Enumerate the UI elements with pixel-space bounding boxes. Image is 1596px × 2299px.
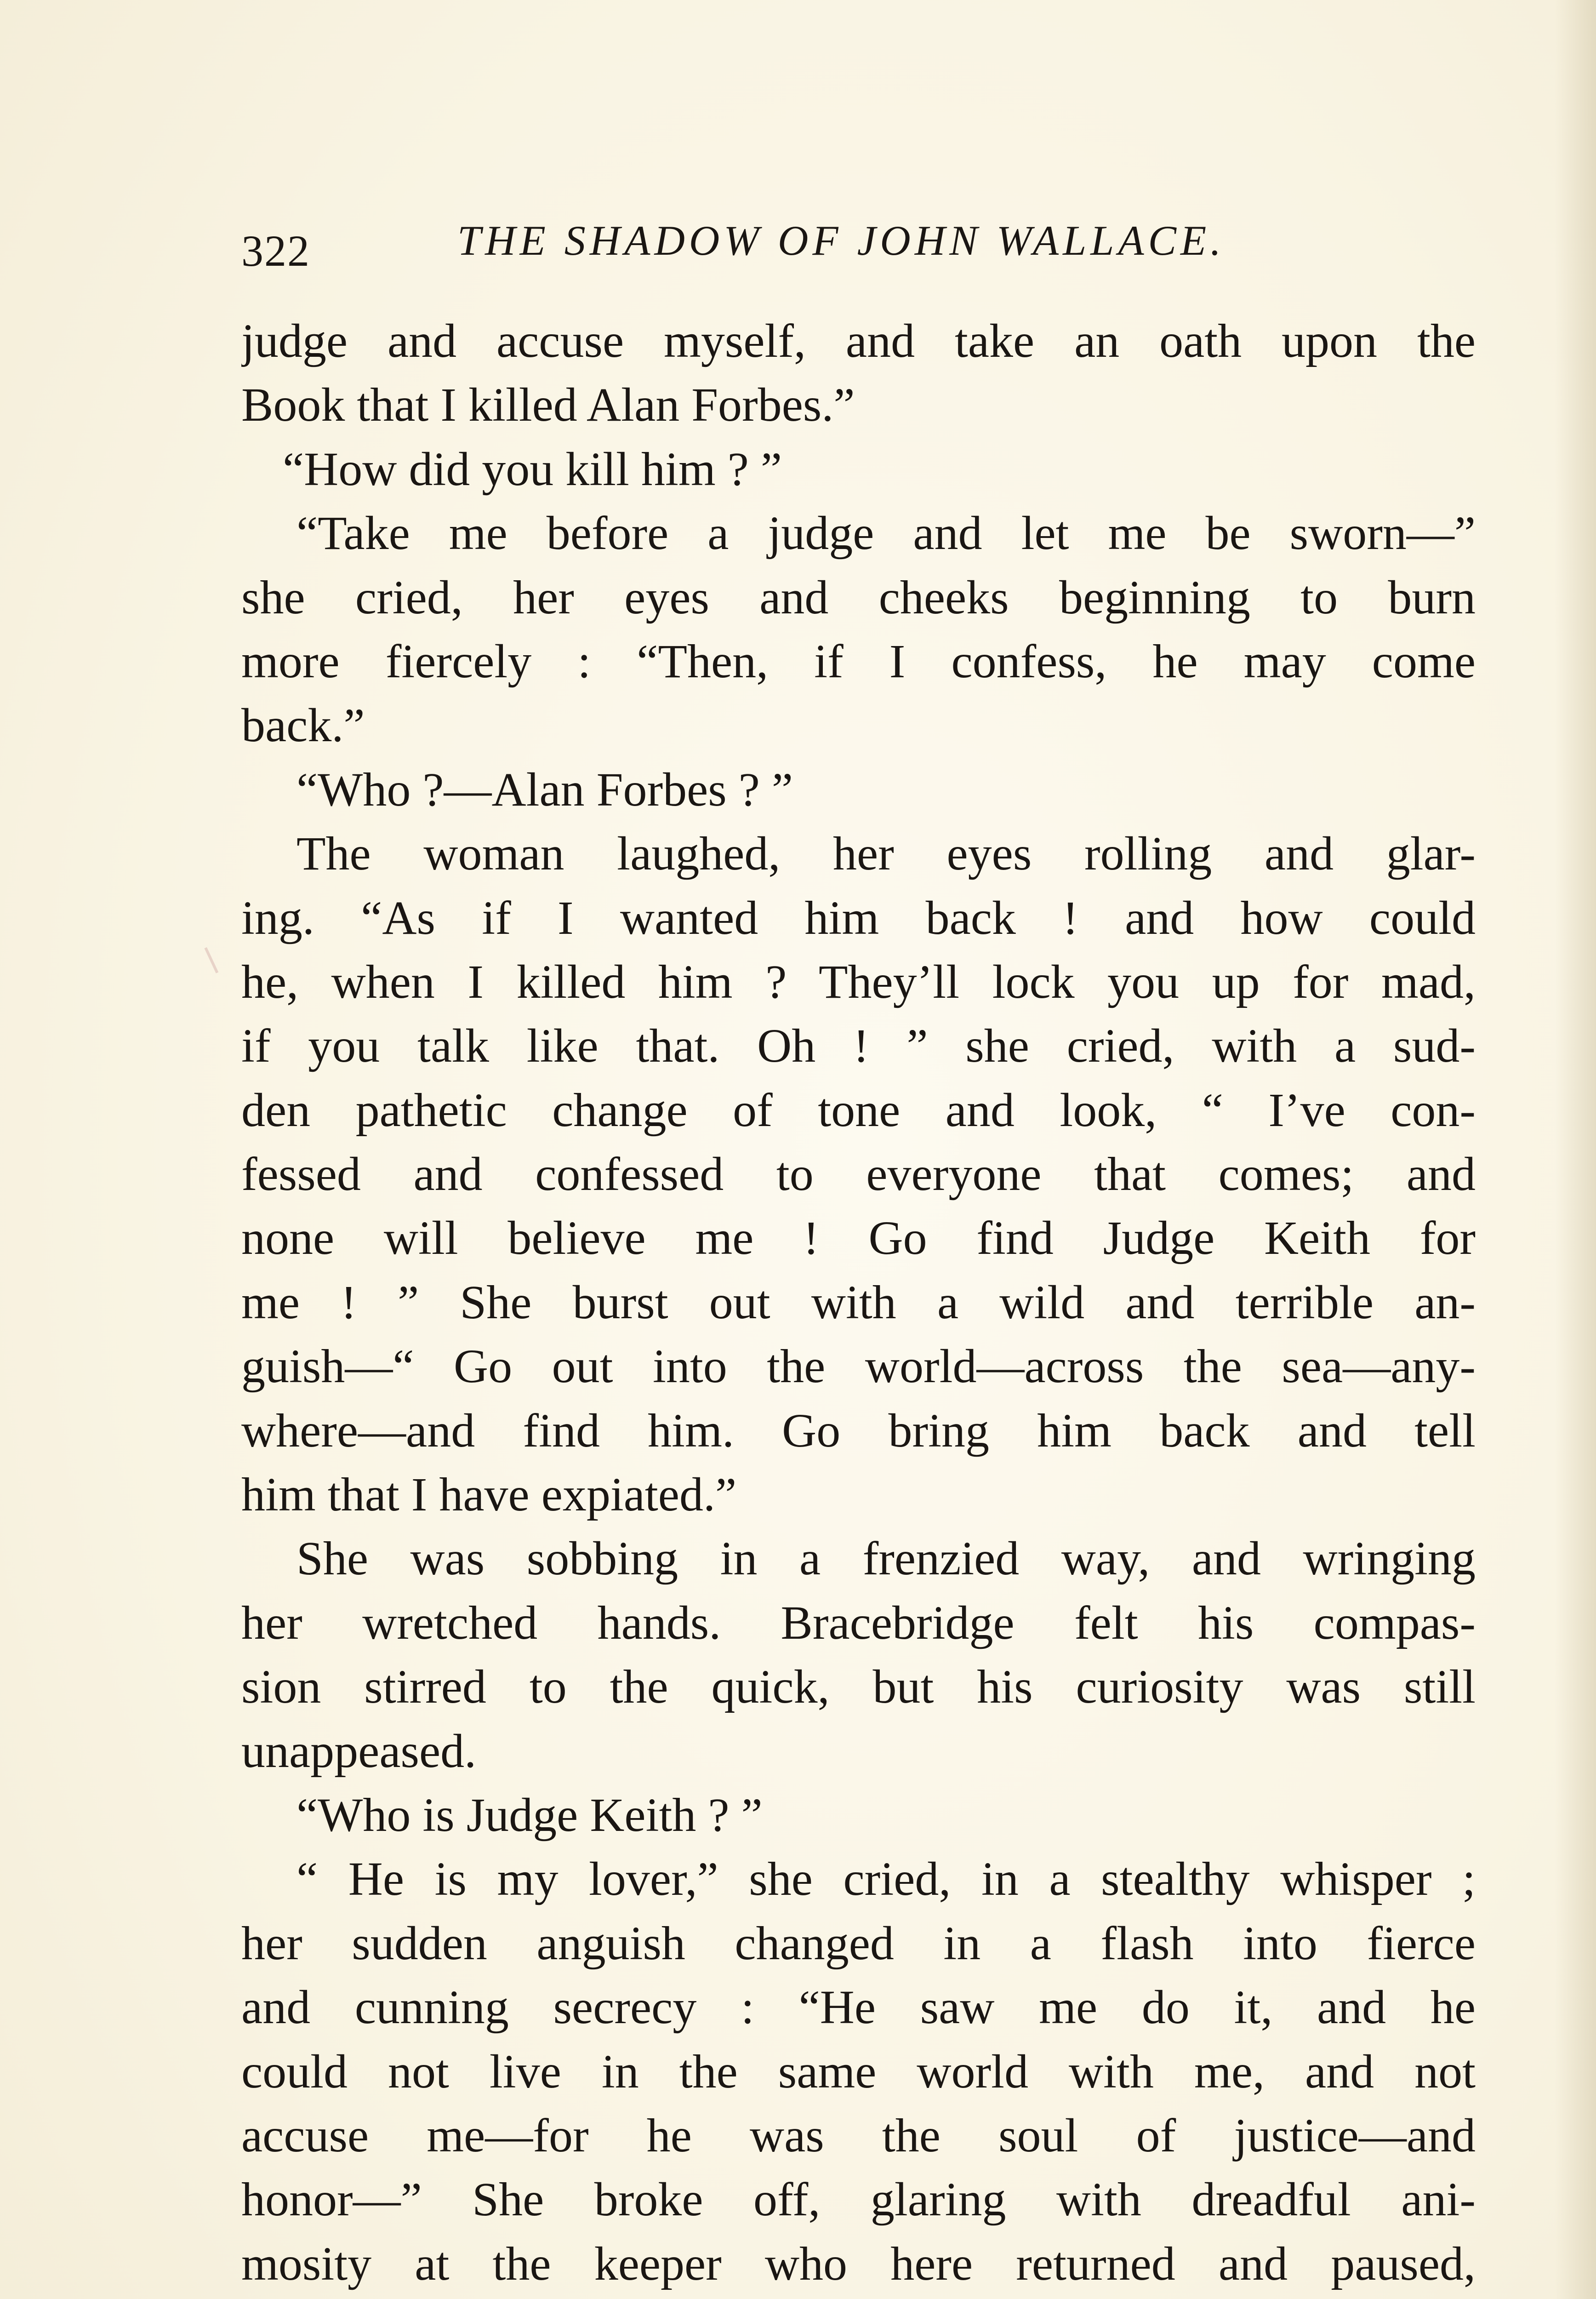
page-edge-shadow xyxy=(1555,0,1596,2299)
text-line: Book that I killed Alan Forbes.” xyxy=(241,378,855,432)
text-line: She was sobbing in a frenzied way, and wringing xyxy=(296,1532,1476,1585)
text-line: sion stirred to the quick, but his curiosity was still xyxy=(241,1660,1476,1714)
text-line: and cunning secrecy : “He saw me do it, and he xyxy=(241,1981,1476,2034)
text-line: her sudden anguish changed in a flash into fierce xyxy=(241,1916,1476,1970)
text-line: unappeased. xyxy=(241,1724,477,1778)
text-line: he, when I killed him ? They’ll lock you up for mad, xyxy=(241,955,1476,1008)
text-line: where—and find him. Go bring him back and tell xyxy=(241,1404,1476,1457)
text-line: “Take me before a judge and let me be sworn—” xyxy=(296,507,1476,560)
text-line: ing. “As if I wanted him back ! and how could xyxy=(241,891,1476,944)
text-line: she cried, her eyes and cheeks beginning to burn xyxy=(241,571,1476,624)
text-line: could not live in the same world with me, and not xyxy=(241,2045,1476,2098)
text-line: fessed and confessed to everyone that comes; and xyxy=(241,1148,1476,1201)
page-header xyxy=(241,216,1482,285)
text-line xyxy=(241,2296,1476,2299)
text-line: more fiercely : “Then, if I confess, he may come xyxy=(241,635,1476,688)
text-line: guish—“ Go out into the world—across the sea—any- xyxy=(241,1340,1476,1393)
text-line: none will believe me ! Go find Judge Keith for xyxy=(241,1212,1476,1265)
text-line: back.” xyxy=(241,699,365,752)
text-line: him that I have expiated.” xyxy=(241,1468,737,1521)
body-text xyxy=(241,309,1476,2299)
text-line: “How did you kill him ? ” xyxy=(283,442,782,496)
text-line: The woman laughed, her eyes rolling and glar- xyxy=(296,827,1476,881)
running-title: THE SHADOW OF JOHN WALLACE. xyxy=(457,217,1226,264)
ink-mark xyxy=(204,939,235,973)
text-line: if you talk like that. Oh ! ” she cried, with a sud- xyxy=(241,1019,1476,1073)
text-line: “ He is my lover,” she cried, in a stealthy whisper ; xyxy=(296,1853,1476,1906)
text-line: honor—” She broke off, glaring with dreadful ani- xyxy=(241,2173,1476,2226)
text-line: judge and accuse myself, and take an oath upon the xyxy=(241,315,1476,367)
text-line: mosity at the keeper who here returned and paused, xyxy=(241,2237,1476,2290)
text-line: accuse me—for he was the soul of justice—and xyxy=(241,2109,1476,2162)
page-number: 322 xyxy=(241,226,310,275)
text-line: me ! ” She burst out with a wild and terrible an- xyxy=(241,1275,1476,1329)
text-line: “Who is Judge Keith ? ” xyxy=(296,1788,763,1841)
text-line: “Who ?—Alan Forbes ? ” xyxy=(296,763,793,816)
text-line: her wretched hands. Bracebridge felt his compas- xyxy=(241,1596,1476,1649)
text-line: den pathetic change of tone and look, “ I’ve con- xyxy=(241,1083,1476,1137)
